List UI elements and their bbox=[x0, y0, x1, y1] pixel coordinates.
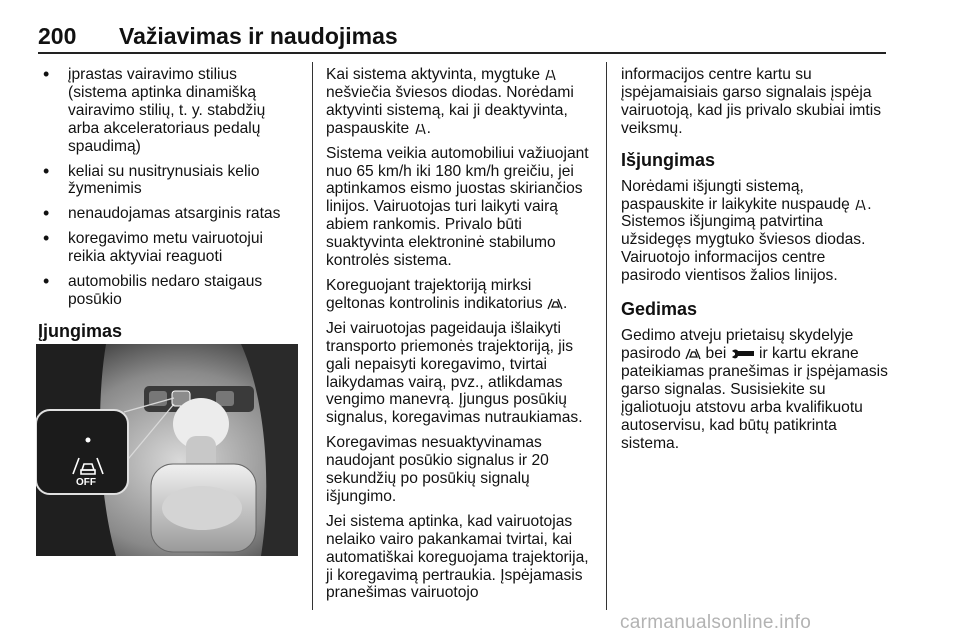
paragraph: Norėdami išjungti sistemą, paspauskite ir laikykite nuspaudę . Sistemos išjungimą patvirtina užsidegęs mygtuko šviesos diodas. Vairuotojo informacijos centre pasirodo vientisos žalios linijos. bbox=[621, 177, 872, 285]
lane-departure-indicator-icon bbox=[685, 347, 701, 360]
header-rule bbox=[38, 52, 886, 54]
paragraph: Kai sistema aktyvinta, mygtuke nešviečia šviesos diodas. Norėdami aktyvinti sistemą, kai ji deaktyvinta, paspauskite . bbox=[326, 66, 574, 137]
condition-list bbox=[38, 66, 290, 309]
paragraph: Gedimo atveju prietaisų skydelyje pasirodo bei ir kartu ekrane pateikiamas pranešimas ir įspėjamasis garso signalas. Susisiekite su įgaliotuoju atstovu arba kvalifikuotu autoservisu, kad būtų patikrinta sistema. bbox=[621, 327, 888, 452]
column-2 bbox=[326, 66, 592, 609]
paragraph: Koreguojant trajektoriją mirksi geltonas kontrolinis indikatorius . bbox=[326, 276, 568, 312]
section-heading-activation: Įjungimas bbox=[38, 320, 123, 341]
lane-keep-button-icon bbox=[544, 68, 557, 81]
section-heading-deactivation: Išjungimas bbox=[621, 149, 716, 170]
page-number: 200 bbox=[38, 23, 77, 49]
lane-keep-button-icon bbox=[854, 198, 867, 211]
lane-keep-button-icon bbox=[414, 122, 427, 135]
column-3 bbox=[621, 66, 889, 459]
column-divider-2 bbox=[606, 62, 607, 610]
paragraph: Sistema veikia automobiliui važiuojant nuo 65 km/h iki 180 km/h greičiu, jei aptinkamos eismo juostas skiriančios linijos. Vairuotojas turi laikyti vairą abiem rankomis. Privalo būti suaktyvinta elektroninė stabilumo kontrolės sistema. bbox=[326, 144, 589, 270]
paragraph: Jei sistema aptinka, kad vairuotojas nelaiko vairo pakankamai tvirtai, kai automatiškai koreguojama trajektorija, ji koregavimą pertraukia. Įspėjamasis pranešimas vairuotojo bbox=[326, 512, 589, 602]
paragraph: Jei vairuotojas pageidauja išlaikyti transporto priemonės trajektoriją, jis gali nepaisyti koregavimo, tvirtai laikydamas vairą, pvz., atlikdamas vengimo manevrą. Įjungus posūkių signalus, koregavimas nutraukiamas. bbox=[326, 319, 583, 427]
paragraph: Koregavimas nesuaktyvinamas naudojant posūkio signalus ir 20 sekundžių po posūkių signalų išjungimo. bbox=[326, 434, 549, 505]
section-heading-fault: Gedimas bbox=[621, 299, 698, 320]
console-illustration bbox=[36, 344, 298, 556]
list-item: • nenaudojamas atsarginis ratas bbox=[38, 205, 290, 223]
lane-departure-indicator-icon bbox=[547, 297, 563, 310]
wrench-service-icon bbox=[731, 348, 755, 360]
console-photo bbox=[36, 344, 298, 556]
page-title: Važiavimas ir naudojimas bbox=[119, 23, 398, 49]
list-item: • automobilis nedaro staigaus posūkio bbox=[38, 273, 290, 309]
list-item: • keliai su nusitrynusiais kelio žymenimis bbox=[38, 163, 290, 199]
list-item: • įprastas vairavimo stilius (sistema aptinka dinamišką vairavimo stilių, t. y. stabdžių arba akceleratoriaus pedalų spaudimą) bbox=[38, 66, 290, 156]
paragraph: informacijos centre kartu su įspėjamaisiais garso signalais įspėja vairuotoją, kad jis privalo skubiai imtis veiksmų. bbox=[621, 66, 881, 137]
off-label: OFF bbox=[76, 477, 96, 488]
list-item: • koregavimo metu vairuotojui reikia aktyviai reaguoti bbox=[38, 230, 290, 266]
watermark: carmanualsonline.info bbox=[620, 612, 812, 633]
column-1 bbox=[38, 66, 290, 341]
column-divider-1 bbox=[312, 62, 313, 610]
